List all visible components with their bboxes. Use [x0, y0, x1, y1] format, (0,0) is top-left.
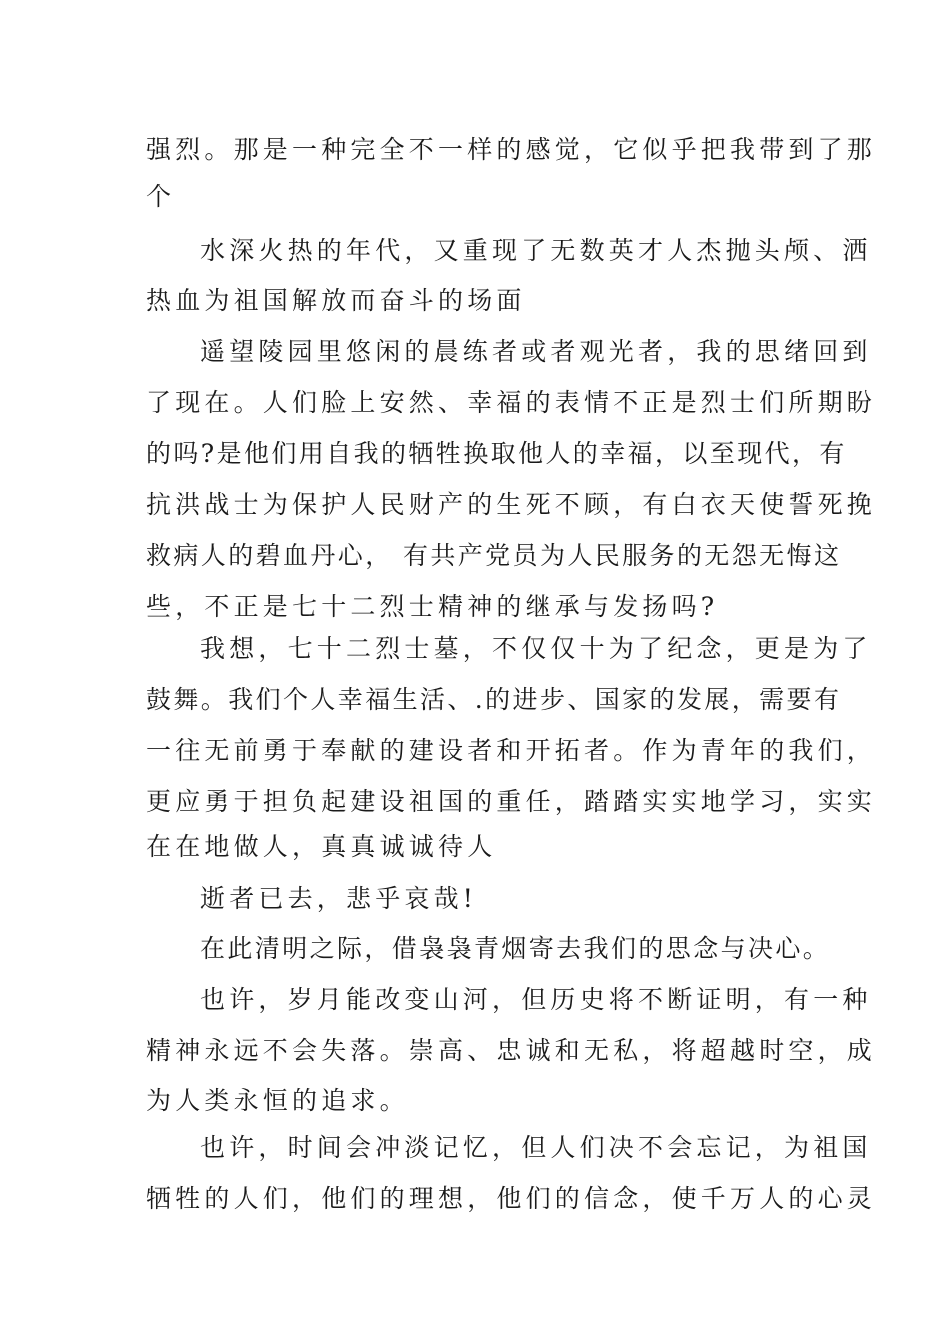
text-line: 一往无前勇于奉献的建设者和开拓者。作为青年的我们，	[146, 736, 877, 765]
text-line: 也许，岁月能改变山河，但历史将不断证明，有一种	[200, 985, 872, 1014]
text-line: 强烈。那是一种完全不一样的感觉，它似乎把我带到了那	[146, 135, 877, 164]
text-line: 逝者已去，悲乎哀哉!	[200, 884, 478, 913]
text-line: 为人类永恒的追求。	[146, 1086, 409, 1115]
text-line: 了现在。人们脸上安然、幸福的表情不正是烈士们所期盼	[146, 388, 877, 417]
text-line: 遥望陵园里悠闲的晨练者或者观光者，我的思绪回到	[200, 337, 872, 366]
text-line: 在在地做人，真真诚诚待人	[146, 832, 497, 861]
text-line: 精神永远不会失落。崇高、忠诚和无私，将超越时空，成	[146, 1036, 877, 1065]
text-line: 我想，七十二烈士墓，不仅仅十为了纪念，更是为了	[200, 634, 872, 663]
text-line: 也许，时间会冲淡记忆，但人们决不会忘记，为祖国	[200, 1133, 872, 1162]
text-line: 水深火热的年代，又重现了无数英才人杰抛头颅、洒	[200, 236, 872, 265]
text-line: 的吗?是他们用自我的牺牲换取他人的幸福，以至现代，有	[146, 439, 847, 468]
text-line: 个	[146, 182, 176, 211]
text-line: 牺牲的人们，他们的理想，他们的信念，使千万人的心灵	[146, 1184, 877, 1213]
text-line: 救病人的碧血丹心， 有共产党员为人民服务的无怨无悔这	[146, 541, 842, 570]
text-line: 更应勇于担负起建设祖国的重任，踏踏实实地学习，实实	[146, 787, 877, 816]
text-line: 在此清明之际，借袅袅青烟寄去我们的思念与决心。	[200, 934, 831, 963]
text-line: 些，不正是七十二烈士精神的继承与发扬吗?	[146, 592, 719, 621]
text-line: 抗洪战士为保护人民财产的生死不顾，有白衣天使誓死挽	[146, 490, 877, 519]
text-line: 热血为祖国解放而奋斗的场面	[146, 286, 526, 315]
text-line: 鼓舞。我们个人幸福生活、.的进步、国家的发展，需要有	[146, 685, 842, 714]
